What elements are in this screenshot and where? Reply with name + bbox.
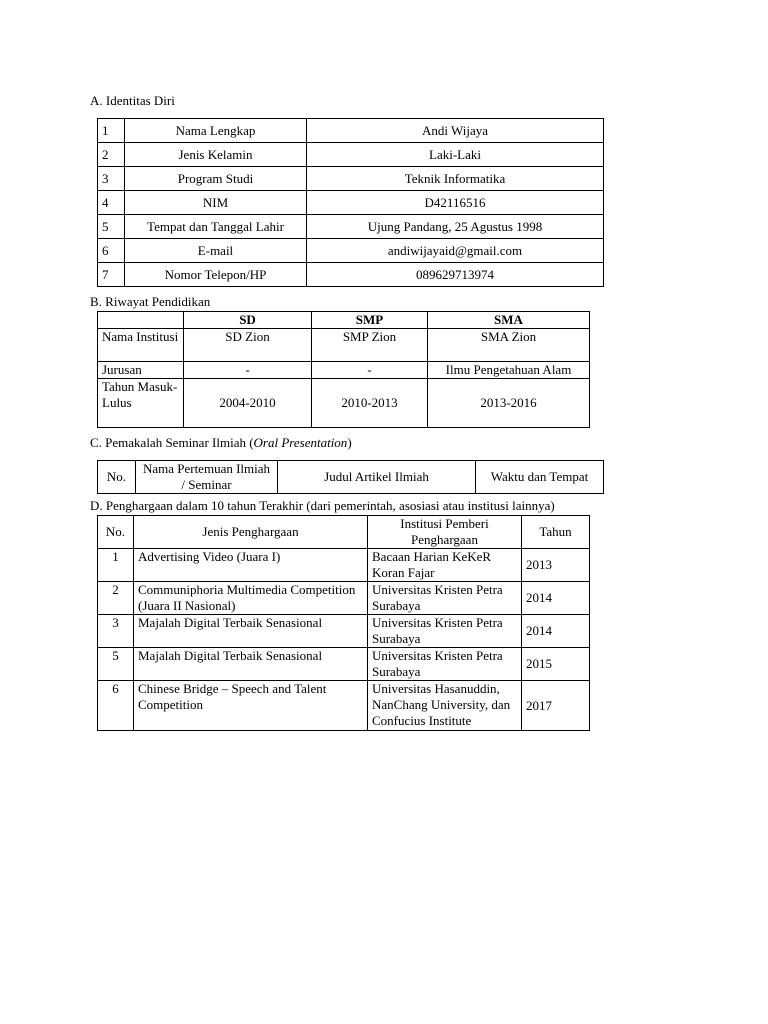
identity-row xyxy=(98,263,604,287)
identity-no-cell: 5 xyxy=(98,215,125,239)
identity-value-cell: 089629713974 xyxy=(307,263,604,287)
section-b-title: B. Riwayat Pendidikan xyxy=(90,294,211,309)
awards-institution-cell: Universitas Kristen Petra Surabaya xyxy=(368,615,522,648)
awards-institution-cell: Universitas Kristen Petra Surabaya xyxy=(368,648,522,681)
awards-year-cell: 2014 xyxy=(522,615,590,648)
education-label-cell: Tahun Masuk-Lulus xyxy=(98,379,184,428)
identity-value-cell: Laki-Laki xyxy=(307,143,604,167)
identity-no-cell: 3 xyxy=(98,167,125,191)
identity-table-body xyxy=(98,119,604,287)
identity-value-cell: andiwijayaid@gmail.com xyxy=(307,239,604,263)
identity-row xyxy=(98,239,604,263)
education-table xyxy=(97,311,590,428)
awards-row xyxy=(98,582,590,615)
identity-no-cell: 7 xyxy=(98,263,125,287)
identity-no-cell: 4 xyxy=(98,191,125,215)
education-row xyxy=(98,379,590,428)
identity-label-cell: Program Studi xyxy=(125,167,307,191)
awards-name-cell: Chinese Bridge – Speech and Talent Competition xyxy=(134,681,368,731)
section-c-title-italic: Oral Presentation xyxy=(253,435,348,450)
awards-institution-cell: Universitas Hasanuddin, NanChang University, dan Confucius Institute xyxy=(368,681,522,731)
seminar-header-cell: Waktu dan Tempat xyxy=(476,461,604,494)
awards-header-row xyxy=(98,516,590,549)
seminar-table xyxy=(97,460,604,494)
education-value-cell: Ilmu Pengetahuan Alam xyxy=(428,362,590,379)
awards-name-cell: Majalah Digital Terbaik Senasional xyxy=(134,615,368,648)
education-header-cell: SD xyxy=(184,312,312,329)
awards-year-cell: 2017 xyxy=(522,681,590,731)
identity-no-cell: 6 xyxy=(98,239,125,263)
identity-row xyxy=(98,119,604,143)
awards-header-cell: Jenis Penghargaan xyxy=(134,516,368,549)
awards-year-cell: 2015 xyxy=(522,648,590,681)
identity-value-cell: D42116516 xyxy=(307,191,604,215)
identity-label-cell: Tempat dan Tanggal Lahir xyxy=(125,215,307,239)
identity-label-cell: Nomor Telepon/HP xyxy=(125,263,307,287)
identity-label-cell: NIM xyxy=(125,191,307,215)
education-value-cell: - xyxy=(312,362,428,379)
education-row xyxy=(98,329,590,362)
seminar-header-cell: Nama Pertemuan Ilmiah / Seminar xyxy=(136,461,278,494)
education-header-cell: SMP xyxy=(312,312,428,329)
identity-label-cell: Nama Lengkap xyxy=(125,119,307,143)
seminar-table-body xyxy=(98,461,604,494)
identity-row xyxy=(98,143,604,167)
awards-header-cell: Tahun xyxy=(522,516,590,549)
awards-no-cell: 2 xyxy=(98,582,134,615)
awards-no-cell: 1 xyxy=(98,549,134,582)
section-a-title: A. Identitas Diri xyxy=(90,93,175,108)
education-value-cell: 2010-2013 xyxy=(312,379,428,428)
awards-table xyxy=(97,515,590,731)
section-c-title-suffix: ) xyxy=(347,435,352,450)
identity-value-cell: Andi Wijaya xyxy=(307,119,604,143)
awards-name-cell: Communiphoria Multimedia Competition (Juara II Nasional) xyxy=(134,582,368,615)
awards-no-cell: 3 xyxy=(98,615,134,648)
identity-table xyxy=(97,118,604,287)
education-value-cell: - xyxy=(184,362,312,379)
education-header-cell: SMA xyxy=(428,312,590,329)
education-value-cell: 2004-2010 xyxy=(184,379,312,428)
section-c-title xyxy=(90,435,352,451)
awards-header-cell: No. xyxy=(98,516,134,549)
education-value-cell: SD Zion xyxy=(184,329,312,362)
education-header-row xyxy=(98,312,590,329)
education-header-blank xyxy=(98,312,184,329)
education-value-cell: SMP Zion xyxy=(312,329,428,362)
identity-row xyxy=(98,191,604,215)
awards-row xyxy=(98,681,590,731)
seminar-header-cell: No. xyxy=(98,461,136,494)
awards-year-cell: 2013 xyxy=(522,549,590,582)
awards-no-cell: 6 xyxy=(98,681,134,731)
education-value-cell: 2013-2016 xyxy=(428,379,590,428)
awards-table-body xyxy=(98,516,590,731)
seminar-header-row xyxy=(98,461,604,494)
education-label-cell: Jurusan xyxy=(98,362,184,379)
identity-label-cell: E-mail xyxy=(125,239,307,263)
awards-row xyxy=(98,549,590,582)
awards-name-cell: Majalah Digital Terbaik Senasional xyxy=(134,648,368,681)
identity-value-cell: Teknik Informatika xyxy=(307,167,604,191)
awards-name-cell: Advertising Video (Juara I) xyxy=(134,549,368,582)
section-d-title: D. Penghargaan dalam 10 tahun Terakhir (dari pemerintah, asosiasi atau institusi lainnya) xyxy=(90,498,555,513)
awards-header-cell: Institusi Pemberi Penghargaan xyxy=(368,516,522,549)
identity-row xyxy=(98,167,604,191)
awards-no-cell: 5 xyxy=(98,648,134,681)
identity-row xyxy=(98,215,604,239)
education-label-cell: Nama Institusi xyxy=(98,329,184,362)
education-row xyxy=(98,362,590,379)
section-c-title-prefix: C. Pemakalah Seminar Ilmiah ( xyxy=(90,435,254,450)
awards-institution-cell: Universitas Kristen Petra Surabaya xyxy=(368,582,522,615)
awards-row xyxy=(98,615,590,648)
seminar-header-cell: Judul Artikel Ilmiah xyxy=(278,461,476,494)
awards-year-cell: 2014 xyxy=(522,582,590,615)
identity-label-cell: Jenis Kelamin xyxy=(125,143,307,167)
awards-institution-cell: Bacaan Harian KeKeR Koran Fajar xyxy=(368,549,522,582)
awards-row xyxy=(98,648,590,681)
education-table-body xyxy=(98,312,590,428)
identity-no-cell: 2 xyxy=(98,143,125,167)
education-value-cell: SMA Zion xyxy=(428,329,590,362)
identity-no-cell: 1 xyxy=(98,119,125,143)
identity-value-cell: Ujung Pandang, 25 Agustus 1998 xyxy=(307,215,604,239)
